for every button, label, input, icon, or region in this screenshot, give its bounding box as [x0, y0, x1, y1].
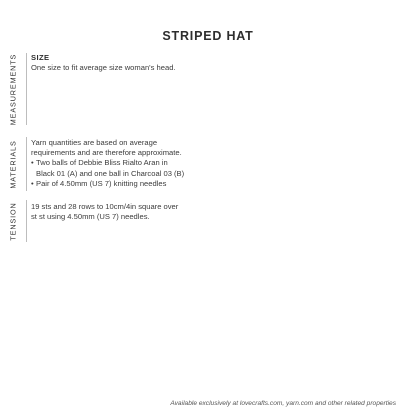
page-title: STRIPED HAT — [162, 29, 254, 43]
measurements-divider — [26, 53, 27, 125]
list-item — [31, 179, 271, 189]
materials-label — [6, 137, 20, 191]
needles-line: Pair of 4.50mm (US 7) knitting needles — [36, 178, 167, 188]
yarn-line-1: Two balls of Debbie Bliss Rialto Aran in — [36, 158, 168, 168]
materials-content — [31, 138, 271, 189]
list-item — [31, 158, 271, 178]
tension-content — [31, 202, 271, 222]
materials-intro-line-1: Yarn quantities are based on average — [31, 138, 158, 147]
size-heading: SIZE — [31, 53, 50, 62]
tension-divider — [26, 200, 27, 242]
tension-line-1: 19 sts and 28 rows to 10cm/4in square over — [31, 202, 179, 211]
footer-note: Available exclusively at lovecrafts.com, yarn.com and other related properties — [170, 400, 396, 407]
measurements-content — [31, 53, 271, 73]
size-text: One size to fit average size woman's head. — [31, 63, 176, 73]
materials-label-text: MATERIALS — [8, 139, 18, 189]
yarn-line-2: Black 01 (A) and one ball in Charcoal 03 (B) — [36, 168, 185, 178]
tension-label — [6, 200, 20, 242]
tension-line-2: st st using 4.50mm (US 7) needles. — [31, 212, 150, 222]
measurements-label — [6, 53, 20, 125]
materials-divider — [26, 137, 27, 191]
materials-list — [31, 158, 271, 189]
materials-intro-line-2: requirements and are therefore approximate. — [31, 148, 182, 158]
measurements-label-text: MEASUREMENTS — [8, 53, 18, 125]
tension-label-text: TENSION — [8, 201, 18, 241]
